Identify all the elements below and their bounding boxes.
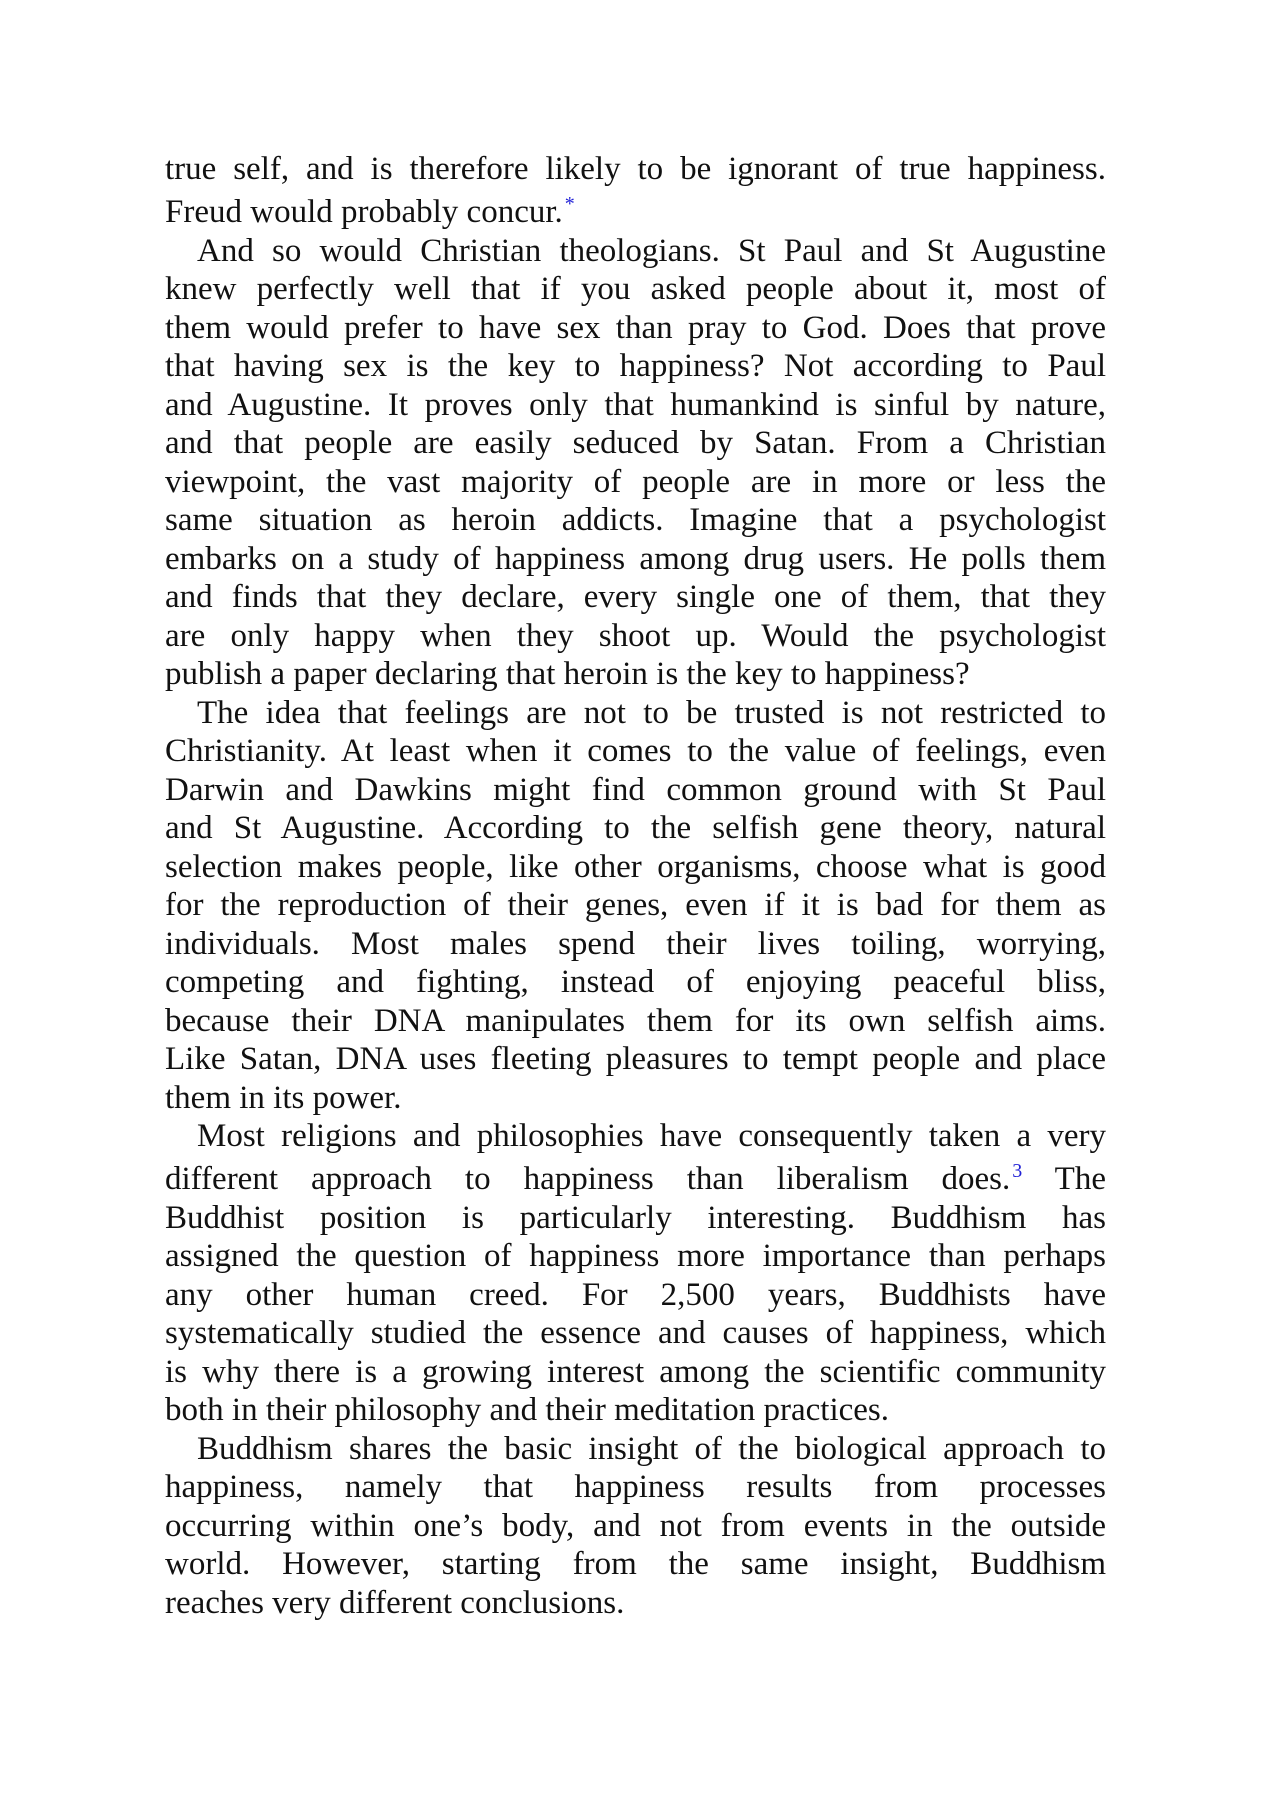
text-line [165, 617, 1106, 656]
paragraph [165, 232, 1106, 694]
text-line [165, 1276, 1106, 1315]
text-segment: viewpoint, the vast majority of people are in more or less the [165, 463, 1106, 500]
text-line [165, 424, 1106, 463]
text-line [165, 463, 1106, 502]
text-line [165, 578, 1106, 617]
text-segment: is why there is a growing interest among the scientific community [165, 1353, 1106, 1390]
text-segment: Christianity. At least when it comes to the value of feelings, even [165, 733, 1106, 769]
text-line [165, 1430, 1106, 1469]
text-line [165, 189, 1106, 232]
text-segment: publish a paper declaring that heroin is the key to happiness? [165, 656, 970, 692]
book-page-body [165, 150, 1106, 1622]
text-line [165, 1002, 1106, 1041]
text-segment: any other human creed. For 2,500 years, Buddhists have [165, 1276, 1106, 1313]
text-segment: and Augustine. It proves only that humankind is sinful by nature, [165, 386, 1106, 423]
text-line [165, 1117, 1106, 1156]
text-line [165, 309, 1106, 348]
text-segment: them would prefer to have sex than pray to God. Does that prove [165, 309, 1106, 346]
text-segment: knew perfectly well that if you asked people about it, most of [165, 271, 1106, 307]
paragraph [165, 1117, 1106, 1430]
text-line [165, 1199, 1106, 1238]
text-segment: both in their philosophy and their meditation practices. [165, 1392, 890, 1428]
text-segment: are only happy when they shoot up. Would the psychologist [165, 617, 1106, 654]
text-segment: embarks on a study of happiness among drug users. He polls them [165, 540, 1106, 577]
text-segment: Buddhist position is particularly interesting. Buddhism has [165, 1199, 1106, 1236]
text-segment: assigned the question of happiness more importance than perhaps [165, 1238, 1106, 1274]
text-line [165, 270, 1106, 309]
text-segment: same situation as heroin addicts. Imagine that a psychologist [165, 502, 1106, 538]
text-line [165, 1079, 1106, 1118]
text-segment: Like Satan, DNA uses fleeting pleasures to tempt people and place [165, 1041, 1106, 1077]
text-segment: Darwin and Dawkins might find common ground with St Paul [165, 771, 1106, 808]
text-line [165, 232, 1106, 271]
text-segment: selection makes people, like other organisms, choose what is good [165, 848, 1106, 885]
text-line [165, 809, 1106, 848]
text-segment: them in its power. [165, 1079, 402, 1116]
text-line [165, 1314, 1106, 1353]
text-segment: true self, and is therefore likely to be ignorant of true happiness. [165, 151, 1106, 187]
text-segment: and St Augustine. According to the selfish gene theory, natural [165, 810, 1106, 846]
text-line [165, 963, 1106, 1002]
text-segment: competing and fighting, instead of enjoying peaceful bliss, [165, 964, 1106, 1000]
text-line [165, 1156, 1106, 1199]
footnote-reference-link[interactable]: 3 [1012, 1160, 1023, 1182]
text-segment: Freud would probably concur. [165, 194, 563, 230]
footnote-reference-link[interactable]: * [564, 193, 575, 215]
text-line [165, 771, 1106, 810]
text-segment: Most religions and philosophies have consequently taken a very [197, 1118, 1106, 1154]
text-line [165, 386, 1106, 425]
text-segment: Buddhism shares the basic insight of the biological approach to [197, 1430, 1106, 1467]
text-segment: happiness, namely that happiness results from processes [165, 1469, 1106, 1505]
text-line [165, 694, 1106, 733]
text-line [165, 1391, 1106, 1430]
text-line [165, 925, 1106, 964]
text-line [165, 150, 1106, 189]
paragraph [165, 150, 1106, 232]
text-segment: systematically studied the essence and causes of happiness, which [165, 1315, 1106, 1351]
text-line [165, 1353, 1106, 1392]
text-line [165, 1507, 1106, 1546]
text-line [165, 848, 1106, 887]
text-line [165, 540, 1106, 579]
text-line [165, 655, 1106, 694]
text-segment: reaches very different conclusions. [165, 1584, 625, 1621]
paragraph [165, 694, 1106, 1118]
text-segment: occurring within one’s body, and not from events in the outside [165, 1507, 1106, 1544]
text-segment: because their DNA manipulates them for its own selfish aims. [165, 1002, 1106, 1039]
text-segment: individuals. Most males spend their lives toiling, worrying, [165, 925, 1106, 962]
text-line [165, 1545, 1106, 1584]
text-line [165, 732, 1106, 771]
text-segment: for the reproduction of their genes, even if it is bad for them as [165, 887, 1106, 923]
text-segment: different approach to happiness than liberalism does. [165, 1161, 1011, 1197]
text-line [165, 1040, 1106, 1079]
text-line [165, 1468, 1106, 1507]
text-segment: and finds that they declare, every single one of them, that they [165, 579, 1106, 615]
text-line [165, 347, 1106, 386]
text-segment: world. However, starting from the same insight, Buddhism [165, 1546, 1106, 1582]
text-segment: The idea that feelings are not to be trusted is not restricted to [197, 694, 1106, 731]
paragraph [165, 1430, 1106, 1623]
text-line [165, 1584, 1106, 1623]
text-segment: that having sex is the key to happiness? Not according to Paul [165, 348, 1106, 384]
text-line [165, 886, 1106, 925]
text-line [165, 1237, 1106, 1276]
text-line [165, 501, 1106, 540]
text-segment: and that people are easily seduced by Satan. From a Christian [165, 425, 1106, 461]
text-segment: The [1022, 1161, 1106, 1197]
text-segment: And so would Christian theologians. St Paul and St Augustine [197, 232, 1106, 269]
